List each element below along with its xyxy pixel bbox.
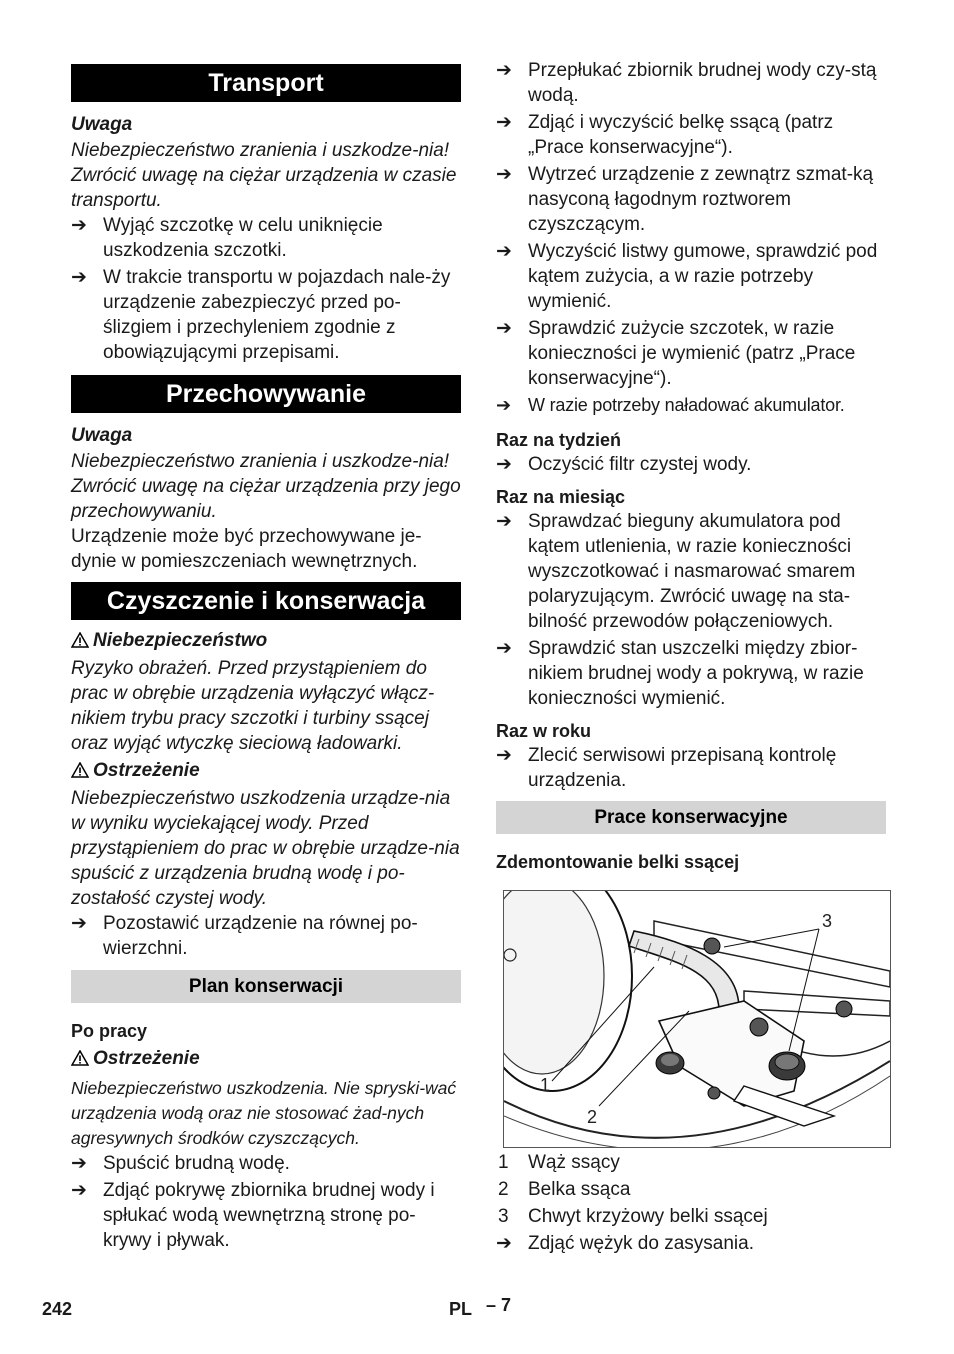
plan-warning-label: Ostrzeżenie xyxy=(71,1047,461,1073)
warning-triangle-icon xyxy=(71,1049,93,1073)
figure-label-2: 2 xyxy=(587,1107,598,1127)
list-item: ➔ Zdjąć i wyczyścić belkę ssącą (patrz „Prace konserwacyjne“). xyxy=(496,112,834,158)
list-item: ➔ Przepłukać zbiornik brudnej wody czy-stą wodą. xyxy=(496,60,877,106)
maintenance-bullets xyxy=(496,1231,888,1256)
note-text-storage: Niebezpieczeństwo zranienia i uszkodze-nia! Zwrócić uwagę na ciężar urządzenia przy jego przechowywaniu. xyxy=(71,451,461,522)
heading-cleaning: Czyszczenie i konserwacja xyxy=(71,582,461,620)
weekly-heading: Raz na tydzień xyxy=(496,430,622,450)
squeegee-illustration xyxy=(503,890,891,1148)
note-text-transport: Niebezpieczeństwo zranienia i uszkodze-nia! Zwrócić uwagę na ciężar urządzenia w czasie transportu. xyxy=(71,140,457,211)
arrow-right-icon: ➔ xyxy=(496,638,512,659)
page-number: 242 xyxy=(42,1299,73,1319)
warning-label: Ostrzeżenie xyxy=(71,759,461,785)
left-column xyxy=(71,58,461,1255)
weekly-bullets xyxy=(496,452,888,477)
yearly-bullets xyxy=(496,743,888,793)
arrow-right-icon: ➔ xyxy=(496,112,512,133)
list-item: ➔ Zdjąć wężyk do zasysania. xyxy=(496,1233,754,1254)
heading-storage: Przechowywanie xyxy=(71,375,461,413)
list-item: ➔ Zdjąć pokrywę zbiornika brudnej wody i spłukać wodą wewnętrzną stronę po-krywy i pływak. xyxy=(71,1180,435,1251)
note-label-transport: Uwaga xyxy=(71,114,133,135)
after-work-bullets xyxy=(496,58,888,418)
note-label-storage: Uwaga xyxy=(71,425,133,446)
arrow-right-icon: ➔ xyxy=(496,60,512,81)
arrow-right-icon: ➔ xyxy=(496,454,512,475)
danger-label: Niebezpieczeństwo xyxy=(71,629,461,655)
arrow-right-icon: ➔ xyxy=(71,913,87,934)
arrow-right-icon: ➔ xyxy=(496,511,512,532)
yearly-heading: Raz w roku xyxy=(496,721,592,741)
language-code: PL xyxy=(449,1299,473,1319)
warning-triangle-icon xyxy=(71,631,93,655)
arrow-right-icon: ➔ xyxy=(496,745,512,766)
arrow-right-icon: ➔ xyxy=(71,1153,87,1174)
arrow-right-icon: ➔ xyxy=(496,395,511,415)
squeegee-drawing xyxy=(504,891,890,1147)
list-item: ➔ Wyczyścić listwy gumowe, sprawdzić pod kątem zużycia, a w razie potrzeby wymienić. xyxy=(496,241,878,312)
storage-text: Urządzenie może być przechowywane je-dynie w pomieszczeniach wewnętrznych. xyxy=(71,526,422,572)
figure-label-1: 1 xyxy=(540,1075,551,1095)
list-item: ➔ Sprawdzić zużycie szczotek, w razie konieczności je wymienić (patrz „Prace konserwacyjne“). xyxy=(496,318,856,389)
arrow-right-icon: ➔ xyxy=(71,215,87,236)
page-footer xyxy=(0,1297,954,1327)
plan-bullets xyxy=(71,1151,461,1253)
right-column xyxy=(496,58,888,1258)
heading-plan: Plan konserwacji xyxy=(71,970,461,1003)
arrow-right-icon: ➔ xyxy=(496,1233,512,1254)
list-item: ➔ Spuścić brudną wodę. xyxy=(71,1153,290,1174)
arrow-right-icon: ➔ xyxy=(496,164,512,185)
after-work-heading: Po pracy xyxy=(71,1021,148,1041)
legend-item: 2 Belka ssąca xyxy=(498,1179,631,1200)
list-item: ➔ W trakcie transportu w pojazdach nale-ży urządzenie zabezpieczyć przed po-ślizgiem i przechyleniem zgodnie z obowiązującymi przepisami. xyxy=(71,267,451,363)
monthly-heading: Raz na miesiąc xyxy=(496,487,626,507)
list-item: ➔ Oczyścić filtr czystej wody. xyxy=(496,454,752,475)
plan-warning-text: Niebezpieczeństwo uszkodzenia. Nie spryski-wać urządzenia wodą oraz nie stosować żad-nych agresywnych środków czyszczących. xyxy=(71,1078,457,1148)
warning-text: Niebezpieczeństwo uszkodzenia urządze-nia w wyniku wyciekającej wody. Przed przystąpieniem do prac w obrębie urządze-nia spuścić z urządzenia brudną wodę i po-zostałość czystej wody. xyxy=(71,788,460,909)
arrow-right-icon: ➔ xyxy=(71,267,87,288)
section-page-number: – 7 xyxy=(486,1295,512,1315)
list-item: ➔ Wyjąć szczotkę w celu uniknięcie uszkodzenia szczotki. xyxy=(71,215,383,261)
list-item: ➔ Sprawdzić stan uszczelki między zbior-nikiem brudnej wody a pokrywą, w razie konieczności wymienić. xyxy=(496,638,864,709)
arrow-right-icon: ➔ xyxy=(71,1180,87,1201)
warning-triangle-icon xyxy=(71,761,93,785)
list-item: ➔ Sprawdzać bieguny akumulatora pod kątem utlenienia, w razie konieczności wyszczotkować i nasmarować smarem polaryzującym. Zwrócić uwagę na sta-bilność przewodów połączeniowych. xyxy=(496,511,856,632)
danger-text: Ryzyko obrażeń. Przed przystąpieniem do prac w obrębie urządzenia wyłączyć włącz-nikiem trybu pracy szczotki i turbiny ssącej oraz wyjąć wtyczkę sieciową ładowarki. xyxy=(71,658,435,754)
figure-label-3: 3 xyxy=(822,911,833,931)
legend-item: 3 Chwyt krzyżowy belki ssącej xyxy=(498,1206,768,1227)
arrow-right-icon: ➔ xyxy=(496,318,512,339)
legend-item: 1 Wąż ssący xyxy=(498,1152,620,1173)
heading-maintenance: Prace konserwacyjne xyxy=(496,801,886,834)
list-item: ➔ W razie potrzeby naładować akumulator. xyxy=(496,393,888,418)
transport-bullets xyxy=(71,213,461,365)
figure-legend xyxy=(496,1150,888,1229)
list-item: ➔ Pozostawić urządzenie na równej po-wierzchni. xyxy=(71,913,418,959)
remove-squeegee-heading: Zdemontowanie belki ssącej xyxy=(496,852,740,872)
heading-transport: Transport xyxy=(71,64,461,102)
cleaning-bullets xyxy=(71,911,461,961)
list-item: ➔ Zlecić serwisowi przepisaną kontrolę urządzenia. xyxy=(496,745,837,791)
arrow-right-icon: ➔ xyxy=(496,241,512,262)
list-item: ➔ Wytrzeć urządzenie z zewnątrz szmat-ką nasyconą łagodnym roztworem czyszczącym. xyxy=(496,164,874,235)
monthly-bullets xyxy=(496,509,888,711)
